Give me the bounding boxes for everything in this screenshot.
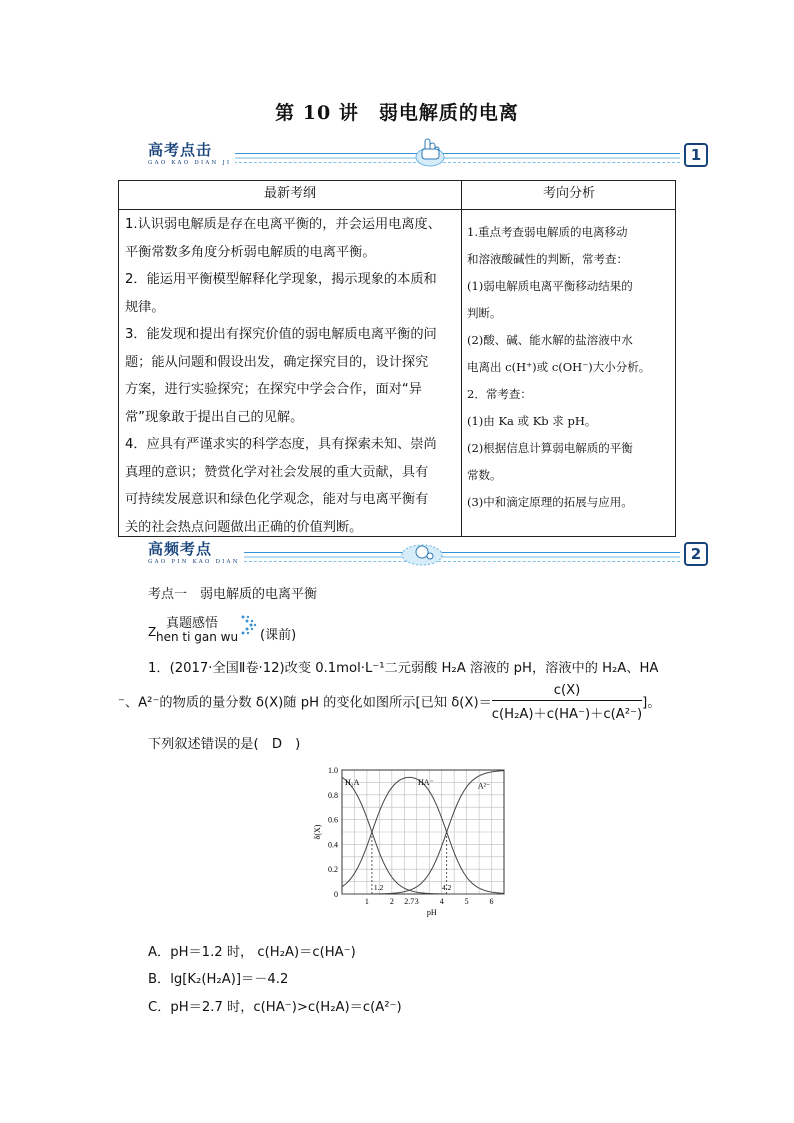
syllabus-line: 2．能运用平衡模型解释化学现象，揭示现象的本质和 — [125, 272, 437, 287]
zhenti-prefix: Z — [148, 625, 157, 639]
syllabus-line: 可持续发展意识和绿色化学观念，能对与电离平衡有 — [125, 492, 429, 507]
analysis-line: (1)弱电解质电离平衡移动结果的 — [467, 279, 633, 293]
x-tick-label: 3 — [414, 897, 419, 906]
banner-line — [224, 552, 680, 553]
analysis-line: (3)中和滴定原理的拓展与应用。 — [467, 495, 633, 509]
banner-label — [148, 141, 235, 167]
fraction-denominator: c(H₂A)＋c(HA⁻)＋c(A²⁻) — [491, 707, 643, 722]
syllabus-line: 3．能发现和提出有探究价值的弱电解质电离平衡的问 — [125, 327, 437, 342]
pka-annotation: 1.2 — [373, 883, 384, 892]
series-label: HA⁻ — [418, 777, 434, 787]
banner-pinyin: GAO PIN KAO DIAN — [148, 559, 240, 565]
analysis-line: 判断。 — [467, 306, 502, 320]
x-tick-label: 5 — [464, 897, 469, 906]
zhenti-chinese: 真题感悟 — [166, 616, 219, 631]
analysis-line: (1)由 Ka 或 Kb 求 pH。 — [467, 414, 597, 428]
analysis-line: 2．常考查： — [467, 387, 532, 401]
fraction — [492, 683, 642, 722]
banner-line — [224, 153, 680, 154]
analysis-content — [467, 219, 673, 516]
syllabus-line: 4．应具有严谨求实的科学态度，具有探索未知、崇尚 — [125, 437, 437, 452]
y-tick-label: 1.0 — [328, 766, 338, 775]
question-prompt: 下列叙述错误的是( D ) — [148, 737, 301, 752]
syllabus-line: 常”现象敢于提出自己的见解。 — [125, 409, 304, 425]
hand-icon — [410, 135, 450, 171]
question-text: ⁻、A²⁻的物质的量分数 δ(X)随 pH 的变化如图所示[已知 δ(X)＝ — [118, 695, 492, 711]
analysis-line: (2)酸、碱、能水解的盐溶液中水 — [467, 333, 633, 347]
banner-pinyin: GAO KAO DIAN JI — [148, 160, 232, 166]
syllabus-line: 真理的意识；赞赏化学对社会发展的重大贡献，具有 — [125, 464, 429, 480]
analysis-line: 1.重点考查弱电解质的电离移动 — [467, 225, 628, 239]
table-divider — [461, 181, 462, 536]
syllabus-line: 1.认识弱电解质是存在电离平衡的，并会运用电离度、 — [125, 217, 441, 232]
syllabus-line: 题；能从问题和假设出发，确定探究目的，设计探究 — [125, 354, 429, 370]
syllabus-line: 规律。 — [125, 299, 165, 315]
option-b: B．lg[K₂(H₂A)]＝－4.2 — [148, 972, 289, 987]
chevron-right-icon — [240, 614, 258, 636]
series-label: H₂A — [345, 777, 360, 787]
question-text: ]。 — [642, 695, 661, 711]
banner-line — [224, 157, 680, 159]
x-tick-label: 1 — [364, 897, 369, 906]
zhenti-heading — [148, 612, 368, 646]
table-divider — [119, 209, 675, 210]
section-title: 考点一 弱电解质的电离平衡 — [148, 587, 318, 602]
section-number-badge: 2 — [684, 542, 708, 566]
analysis-line: (2)根据信息计算弱电解质的平衡 — [467, 441, 633, 455]
y-axis-label: δ(X) — [313, 824, 322, 840]
page-title: 第 10 讲 弱电解质的电离 — [275, 102, 519, 124]
x-tick-label: 6 — [489, 897, 494, 906]
banner-line — [224, 556, 680, 558]
syllabus-content — [125, 211, 459, 541]
y-tick-label: 0.6 — [328, 815, 338, 825]
y-tick-label: 0.2 — [328, 865, 338, 875]
x-tick-label: 2.7 — [404, 897, 415, 906]
y-tick-label: 0 — [334, 890, 338, 899]
banner-line — [224, 561, 680, 562]
banner-label — [148, 540, 244, 566]
analysis-line: 常数。 — [467, 468, 502, 482]
analysis-line: 电离出 c(H⁺)或 c(OH⁻)大小分析。 — [467, 360, 651, 374]
series-label: A²⁻ — [477, 781, 491, 791]
fraction-numerator: c(X) — [492, 683, 642, 701]
x-axis-label: pH — [426, 908, 437, 917]
banner-title: 高考点击 — [148, 141, 213, 159]
zhenti-pinyin: hen ti gan wu — [156, 630, 239, 644]
syllabus-line: 方案，进行实验探究；在探究中学会合作，面对“异 — [125, 382, 422, 397]
distribution-chart — [310, 758, 510, 930]
question-line: 1．(2017·全国Ⅱ卷·12)改变 0.1mol·L⁻¹二元弱酸 H₂A 溶液的 pH，溶液中的 H₂A、HA — [148, 661, 659, 676]
section-banner-gaokao — [148, 141, 708, 175]
y-tick-label: 0.8 — [328, 790, 338, 800]
table-header-syllabus: 最新考纲 — [263, 186, 316, 201]
banner-line — [224, 162, 680, 163]
table-header-analysis: 考向分析 — [542, 186, 595, 201]
x-tick-label: 2 — [389, 897, 394, 906]
option-a: A．pH＝1.2 时， c(H₂A)＝c(HA⁻) — [148, 945, 356, 960]
banner-title: 高频考点 — [148, 540, 213, 558]
cloud-icon — [400, 538, 444, 568]
x-tick-label: 4 — [439, 897, 444, 906]
zhenti-suffix: (课前) — [260, 628, 297, 643]
pka-annotation: 4.2 — [441, 883, 452, 892]
section-number-badge: 1 — [684, 143, 708, 167]
syllabus-table — [118, 180, 676, 537]
analysis-line: 和溶液酸碱性的判断，常考查： — [467, 252, 628, 266]
question-formula-line — [118, 683, 661, 722]
syllabus-line: 平衡常数多角度分析弱电解质的电离平衡。 — [125, 244, 376, 260]
option-c: C．pH＝2.7 时，c(HA⁻)>c(H₂A)＝c(A²⁻) — [148, 1000, 402, 1015]
y-tick-label: 0.4 — [328, 840, 338, 850]
section-banner-gaopin — [148, 540, 708, 574]
syllabus-line: 关的社会热点问题做出正确的价值判断。 — [125, 519, 363, 535]
